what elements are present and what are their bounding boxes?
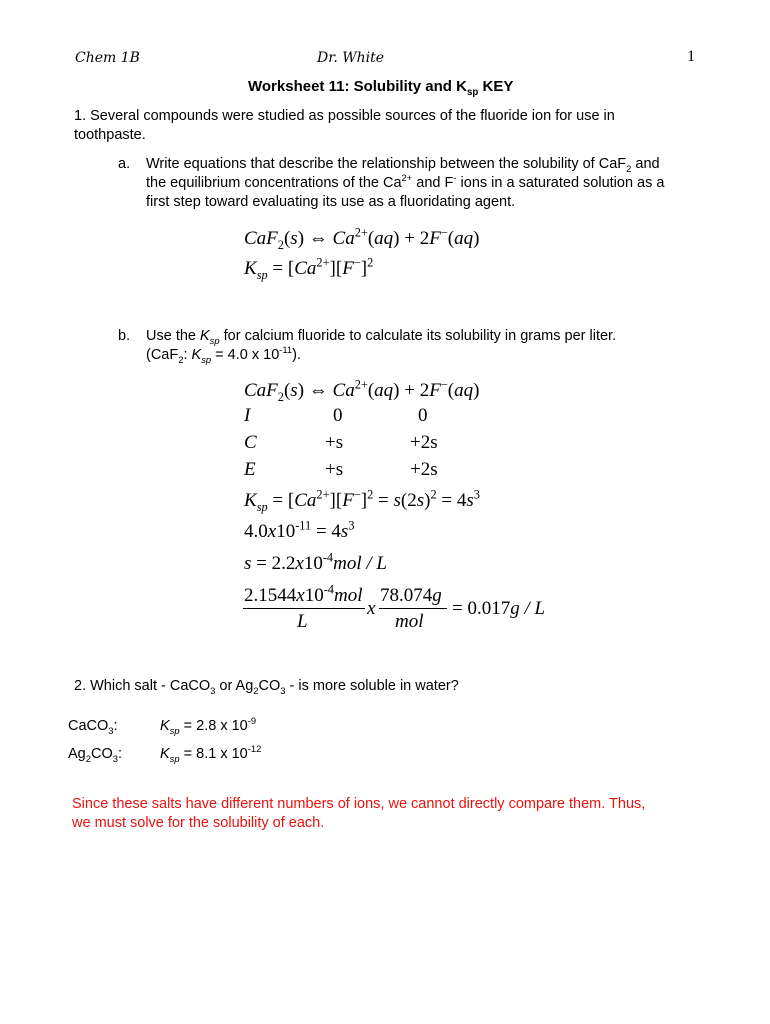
q2-question: 2. Which salt - CaCO$_3$ or $Ag_2CO_3$ - is more soluble in water? — [74, 678, 459, 696]
salt-ksp-caco3: $K_{sp} = 2.8$ x $10^{-9}$ — [160, 715, 257, 736]
q1b-line2: (CaF$_2$: $K_{sp} = 4.0$ x $10^{-11}$). — [146, 344, 302, 365]
page-title: Worksheet 11: Solubility and $K_{sp}$ KEY — [248, 78, 514, 98]
ice-c-f: +2s — [410, 432, 438, 453]
q1a-label: a. — [118, 156, 131, 172]
ksp-expression-b: $K_{sp} = [Ca^{2+}][F^-]^2 = s(2s)^2 = 4s^3$ — [244, 487, 480, 514]
header-instructor: Dr. White — [317, 50, 385, 66]
ice-row-e-label: E — [244, 459, 256, 480]
q1b-label: b. — [118, 328, 131, 344]
salt-name-caco3: CaCO$_3$: — [68, 718, 118, 736]
ksp-equals-4s3: $4.0x10^{-11} = 4s^3$ — [244, 518, 355, 542]
ice-e-ca: +s — [325, 459, 344, 480]
final-answer: = 0.017g / L — [452, 598, 546, 619]
page-number: 1 — [687, 48, 695, 65]
ice-row-i-label: I — [244, 405, 251, 426]
ice-e-f: +2s — [410, 459, 438, 480]
solubility-result: $s = 2.2x10^{-4}mol / L$ — [244, 550, 387, 574]
fraction-1-bar — [243, 608, 365, 609]
q2-answer-line2: we must solve for the solubility of each. — [72, 815, 325, 831]
ksp-expression-a: $K_{sp} = [Ca^{2+}][F^-]^2$ — [244, 255, 374, 282]
fraction-2-denominator: mol — [395, 611, 424, 632]
salt-ksp-ag2co3: $K_{sp} = 8.1$ x $10^{-12}$ — [160, 743, 262, 764]
dissolution-equation-a: CaF$_2$(s) ⇔ $Ca^{2+}(aq) + 2F^-(aq)$ — [244, 225, 480, 252]
fraction-2-numerator: 78.074g — [380, 585, 442, 606]
ice-i-f: 0 — [418, 405, 428, 426]
ice-c-ca: +s — [325, 432, 344, 453]
header-course: Chem 1B — [75, 50, 140, 66]
fraction-1-numerator: $2.1544x10^{-4}mol$ — [244, 582, 363, 606]
fraction-2-bar — [379, 608, 447, 609]
q1-intro-line2: toothpaste. — [74, 127, 146, 143]
fraction-1-denominator: L — [297, 611, 308, 632]
times-sign: x — [367, 598, 376, 619]
q1-intro-line1: 1. Several compounds were studied as possible sources of the fluoride ion for use in — [74, 108, 615, 124]
ice-i-ca: 0 — [333, 405, 343, 426]
q1a-line2: the equilibrium concentrations of the $Ca^{2+}$ and F- ions in a saturated solution as a — [146, 172, 665, 191]
ice-row-c-label: C — [244, 432, 257, 453]
q1a-line3: first step toward evaluating its use as a fluoridating agent. — [146, 194, 516, 210]
salt-name-ag2co3: $Ag_2CO_3$: — [68, 746, 122, 764]
q2-answer-line1: Since these salts have different numbers of ions, we cannot directly compare them. Thus, — [72, 796, 646, 812]
q1b-line1: Use the $K_{sp}$ for calcium fluoride to calculate its solubility in grams per liter. — [146, 328, 617, 346]
q1a-line1: Write equations that describe the relationship between the solubility of CaF$_2$ and — [146, 156, 660, 174]
dissolution-equation-b: CaF$_2$(s) ⇔ $Ca^{2+}(aq) + 2F^-(aq)$ — [244, 377, 480, 404]
